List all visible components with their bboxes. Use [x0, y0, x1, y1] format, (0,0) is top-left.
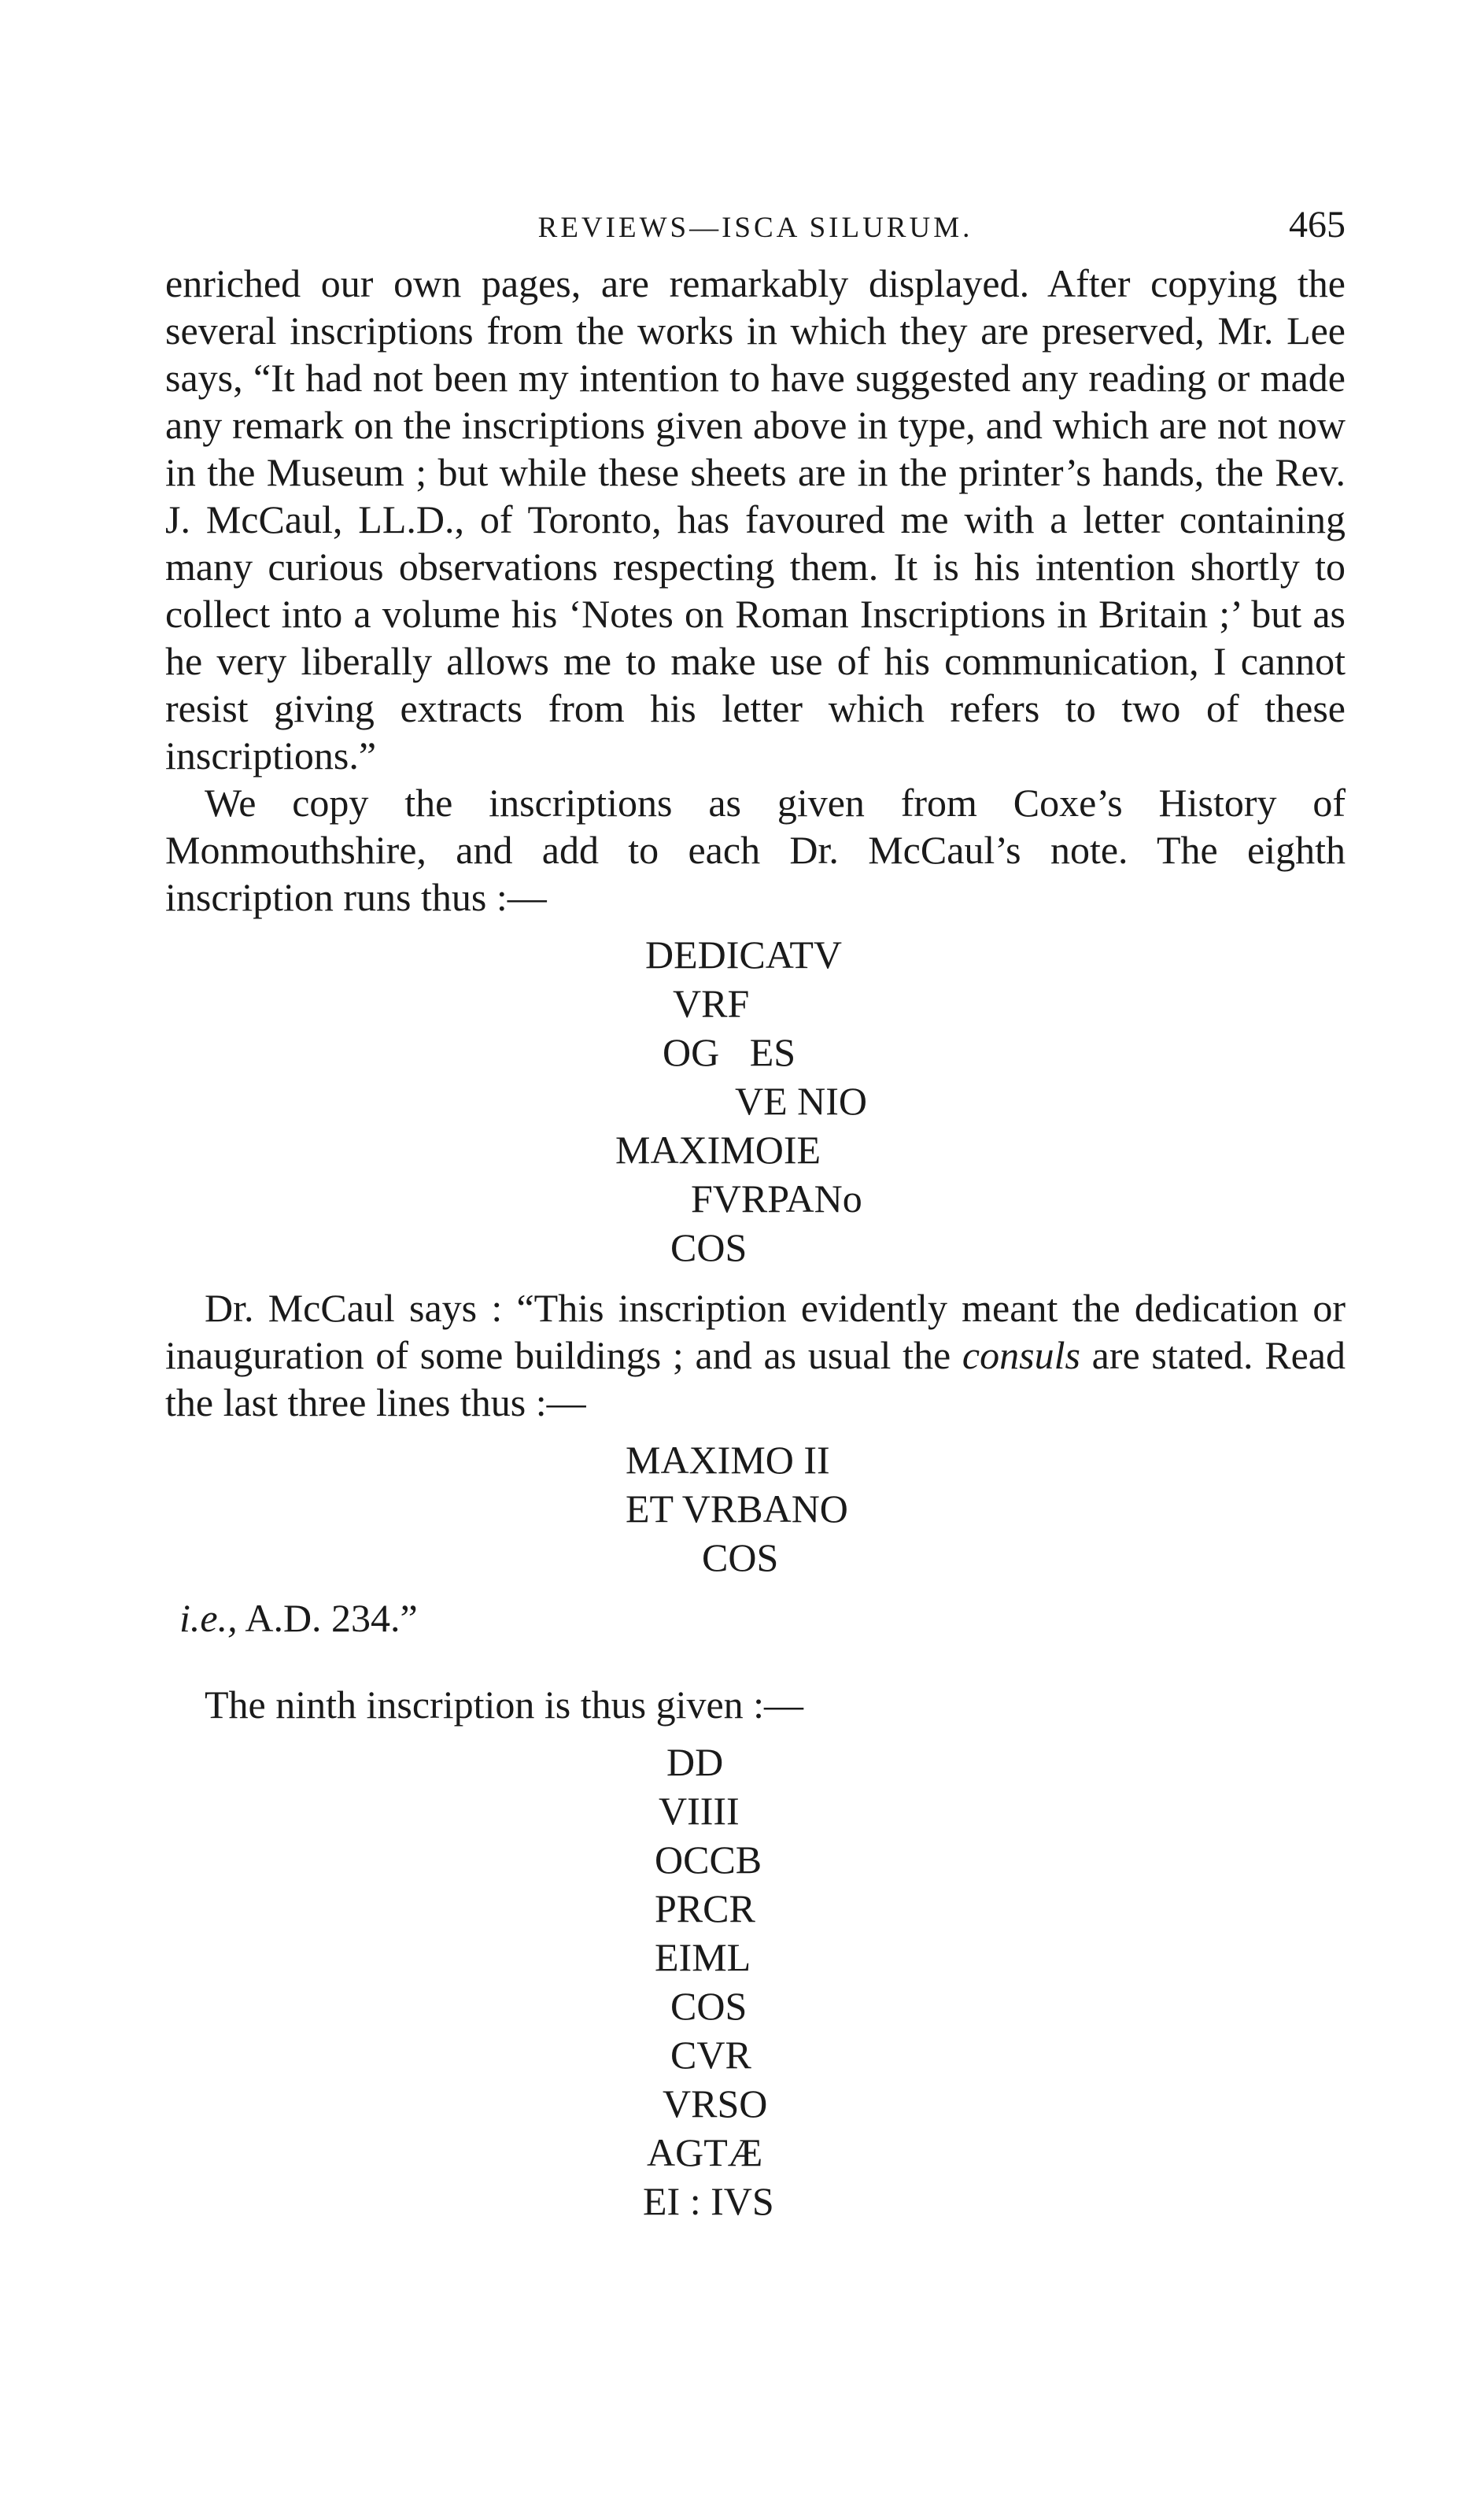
emphasis-ie: i.e.,	[179, 1596, 238, 1640]
inscription-line: COS	[670, 1225, 748, 1269]
running-title: REVIEWS—ISCA SILURUM.	[537, 212, 973, 244]
running-head	[165, 189, 1346, 260]
inscription-ninth	[165, 1738, 1346, 2226]
inscription-line: MAXIMOIE	[615, 1128, 821, 1172]
paragraph-date	[165, 1594, 1346, 1642]
spacer	[165, 1642, 1346, 1681]
text-run: A.D. 234.”	[237, 1596, 418, 1640]
inscription-line: VRSO	[663, 2081, 768, 2126]
inscription-line: EIML	[655, 1935, 751, 1979]
inscription-line: FVRPANo	[691, 1176, 862, 1221]
paragraph-mccaul-says	[165, 1284, 1346, 1426]
paragraph-ninth-intro: The ninth inscription is thus given :—	[205, 1683, 804, 1727]
inscription-line: CVR	[670, 2033, 751, 2077]
page-number: 465	[1289, 204, 1346, 246]
paragraph-lee-quote: enriched our own pages, are remarkably displayed. After copying the several inscriptions from the works in which they are preserved, Mr. Lee says, “It had not been my intention to have suggested any reading or made any remark on the inscriptions given above in type, and which are not now in the Museum ; but while these sheets are in the printer’s hands, the Rev. J. McCaul, LL.D., of Toronto, has favoured me with a letter containing many curious observations respecting them. It is his intention shortly to collect into a volume his ‘Notes on Roman Inscriptions in Britain ;’ but as he very liberally allows me to make use of his communication, I cannot resist giving extracts from his letter which refers to two of these inscriptions.”	[165, 261, 1346, 778]
inscription-line: OCCB	[655, 1838, 762, 1882]
emphasis-consuls: consuls	[962, 1333, 1080, 1377]
inscription-line: OG ES	[663, 1030, 796, 1074]
paragraph-coxe-history: We copy the inscriptions as given from Coxe’s History of Monmouthshire, and add to each Dr. McCaul’s note. The eighth inscription runs thus :—	[165, 781, 1346, 919]
inscription-line: COS	[670, 1984, 748, 2028]
reading-line: MAXIMO II	[626, 1438, 830, 1482]
inscription-line: DD	[666, 1740, 724, 1784]
text-run: are stated. Read the last three lines thus :—	[165, 1333, 1346, 1424]
inscription-line: VRF	[673, 981, 750, 1025]
inscription-line: EI : IVS	[643, 2179, 774, 2223]
inscription-line: VIIII	[659, 1789, 740, 1833]
inscription-line: DEDICATV	[645, 933, 842, 977]
inscription-reading	[165, 1435, 1346, 1582]
inscription-eighth	[165, 930, 1346, 1272]
text-run: Dr. McCaul says : “This inscription evidently meant the dedication or inauguration of some buildings ; and as usual the	[165, 1286, 1346, 1377]
reading-line: ET VRBANO	[626, 1487, 848, 1531]
inscription-line: AGTÆ	[647, 2130, 763, 2174]
book-page	[165, 189, 1346, 2238]
inscription-line: VE NIO	[735, 1079, 868, 1123]
inscription-line: PRCR	[655, 1886, 755, 1930]
reading-line: COS	[702, 1535, 779, 1579]
